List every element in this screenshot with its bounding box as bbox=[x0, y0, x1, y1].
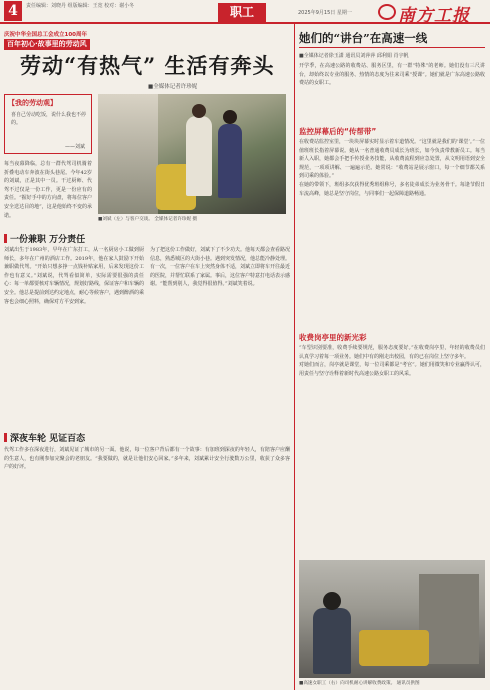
quote-text: 喜自己劳动吃饭，说什么我也不停的。 bbox=[11, 112, 87, 126]
right-photo bbox=[299, 560, 485, 678]
subheading-2-text: 深夜车轮 见证百态 bbox=[10, 434, 86, 444]
quote-box-title: 【我的劳动观】 bbox=[8, 99, 57, 107]
issue-date: 2025年9月15日 星期一 bbox=[298, 10, 352, 16]
newspaper-logo: 南方工报 bbox=[398, 6, 470, 26]
right-subheading-2: 收费岗亭里的新光彩 bbox=[299, 333, 367, 342]
right-subheading-1: 监控屏幕后的“传帮带” bbox=[299, 127, 377, 136]
photo-person bbox=[313, 608, 351, 674]
main-byline: ■全媒体记者许珍妮 bbox=[148, 84, 198, 90]
subheading-2 bbox=[4, 431, 85, 444]
article-paragraph-b: 为了把这份工作做好，刘斌下了不少功夫。他每天都会查看路况信息，熟悉城区的大街小巷。遇到突发情况，他总能冷静处理。有一次，一位客户在车上突然身体不适，刘斌立即将车开往最近的医院，并帮忙联系了家属。事后，这位客户特意打电话表示感谢。“能帮到别人，我觉得很值得。”刘斌笑着说。 bbox=[150, 247, 290, 288]
right-intro: 开学季，在高速公路的收费站、服务区里，有一群“特殊”的老师。她们没有三尺讲台，却始终以专业的服务、热情的态度为往来司乘“授课”。她们就是广东高速公路收费站的女职工。 bbox=[299, 63, 485, 87]
subheading-marker-icon bbox=[4, 433, 7, 442]
column-divider bbox=[294, 24, 295, 690]
editor-credits: 责任编辑：刘晓丹 组版编辑：王宽 校对：谢小冬 bbox=[26, 3, 135, 9]
subheading-1-text: 一份兼职 万分责任 bbox=[10, 235, 86, 245]
person-left bbox=[186, 116, 212, 196]
article-paragraph-c: 代驾工作多在深夜进行，刘斌见证了城市的另一面。他说，每一位客户背后都有一个故事：有加班到深夜的年轻人，有陪客户应酬的生意人，也有刚参加完聚会的老朋友。“我要做的，就是让他们安心回家。”多年来，刘斌累计安全行驶数万公里，收获了众多客户的好评。 bbox=[4, 447, 290, 471]
quote-box bbox=[4, 94, 92, 154]
subheading-1 bbox=[4, 232, 85, 245]
right-headline: 她们的“讲台”在高速一线 bbox=[299, 30, 485, 48]
column-tag: 百年初心·故事里的劳动风 bbox=[4, 39, 90, 50]
right-byline: ■全媒体记者徐玉潇 通讯员刘萍萍 邱利娟 肖宇帆 bbox=[299, 53, 409, 59]
photo-vehicle bbox=[359, 630, 429, 666]
main-photo-caption: ■刘斌（左）与客户交谈。 全媒体记者许珍妮 摄 bbox=[98, 217, 198, 222]
quote-author: ——刘斌 bbox=[64, 144, 85, 150]
page-number: 4 bbox=[4, 1, 22, 21]
article-paragraph-a: 刘斌出生于1983年，早年在广东打工，从一名厨房小工做到厨师长，多年在广州的酒店工作。2019年，他在家人鼓励下开始兼职做代驾。“开始只想多挣一点钱补贴家用，后来发现这份工作也有意义。”刘斌说，代驾看似简单，实际需要很强的责任心：每一单都要核对车辆情况，规划好路线，保证客户和车辆的安全。他总是提前到达约定地点，耐心等候客户，遇到醉酒的乘客也会细心照料，确保对方平安到家。 bbox=[4, 247, 144, 305]
main-photo bbox=[98, 94, 286, 214]
header-rule bbox=[0, 0, 490, 24]
person-right bbox=[218, 124, 242, 198]
kicker-line: 庆祝中华全国总工会成立100周年 bbox=[4, 32, 87, 38]
article-intro-paragraph: 每当夜幕降临，总有一群代驾司机骑着折叠电动车奔波在街头巷尾。今年42岁的刘斌，正是其中一员。干过厨师、代驾不过仅是一份工作，更是一份应有的责任。“握好手中的方向盘，将每位客户安全送达目的地”，这是他始终不变的承诺。 bbox=[4, 161, 92, 219]
subheading-marker-icon bbox=[4, 234, 7, 243]
right-photo-caption: ■高速女职工（右）向司机耐心讲解收费政策。 通讯员供图 bbox=[299, 681, 420, 686]
right-body-1: 在收费站监控室里，一块块屏幕实时显示着车道情况。“这里就是我们的‘课堂’。”一位值班班长指着屏幕说。她从一名普通收费员成长为班长，如今负责带教新员工。每当新人入职，她都会手把手传授业务技能，从收费流程到应急处置，从文明用语到安全规范，一项项讲解、一遍遍示范。她常说：“收费站是展示窗口，每一个细节都关系到司乘的体验。” 在她的带领下，班组多次获得优秀班组称号，多名徒弟成长为业务骨干。每逢节假日车流高峰，她总是坚守岗位，与同事们一起保障道路畅通。 bbox=[299, 139, 485, 197]
section-label: 职工 bbox=[218, 3, 266, 22]
main-headline: 劳动“有热气” 生活有奔头 bbox=[20, 53, 275, 78]
right-body-2: “车型识别要准，收费手续要规范，服务态度要好。”在收费岗亭里，年轻的收费员们认真学习着每一项业务。她们中有的刚走出校园，有的已在岗位上坚守多年。 对她们而言，岗亭就是课堂，每一位司乘都是“考官”。她们用微笑和专业赢得认可，用责任与坚守诠释着新时代高速公路女职工的风采。 bbox=[299, 345, 485, 377]
